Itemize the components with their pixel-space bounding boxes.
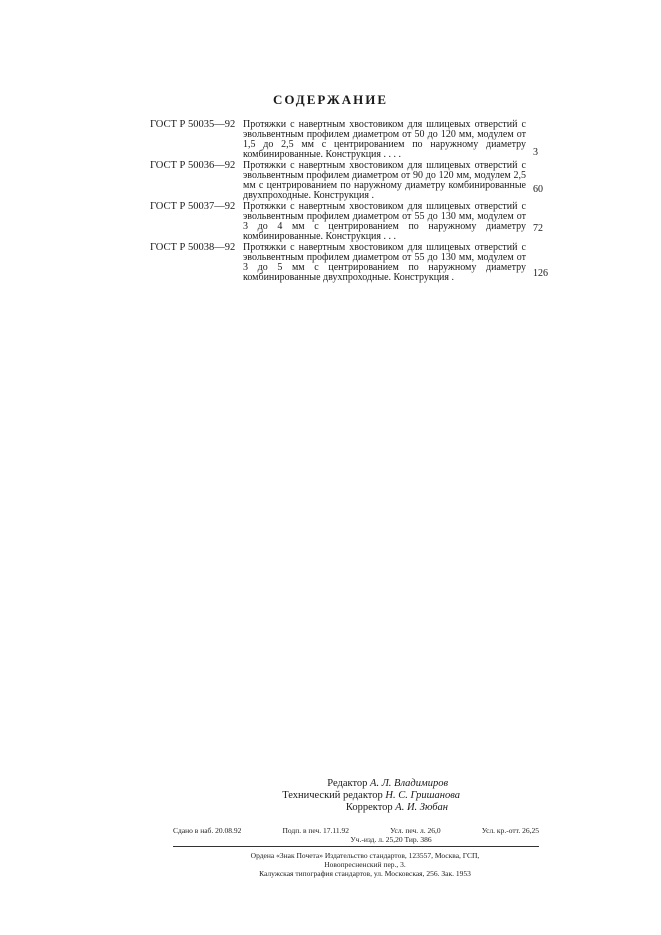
standard-title: Протяжки с навертным хвостовиком для шлицевых отверстий с эвольвентным профилем диаметром от 55 до 130 мм, модулем от 3 до 4 мм с центрированием по наружному диаметру комбинированные. Конструкция . . .: [243, 201, 526, 242]
imprint: [173, 826, 539, 844]
page-number: 126: [533, 268, 548, 279]
page-number: 3: [533, 147, 538, 158]
tech-editor-role: Технический редактор: [282, 790, 383, 801]
standard-title: Протяжки с навертным хвостовиком для шлицевых отверстий с эвольвентным профилем диаметром от 50 до 120 мм, модулем от 1,5 до 2,5 мм с центрированием по наружному диаметру комбинированные. Конструкция . . . .: [243, 119, 526, 160]
sent-to-print: Сдано в наб. 20.08.92: [173, 826, 242, 835]
signed-to-print: Подп. в печ. 17.11.92: [282, 826, 350, 835]
publisher-line: Ордена «Знак Почета» Издательство стандартов, 123557, Москва, ГСП,: [250, 851, 480, 860]
tech-editor-line: [240, 790, 460, 802]
standard-code: ГОСТ Р 50036—92: [150, 160, 236, 171]
divider: [173, 846, 539, 847]
editor-name: А. Л. Владимиров: [370, 778, 448, 789]
corrector-line: [240, 802, 448, 814]
toc-entry: [150, 202, 545, 242]
toc-entry: [150, 242, 548, 283]
page-number: 60: [533, 184, 543, 195]
standard-code: ГОСТ Р 50035—92: [150, 119, 236, 130]
credits: [240, 778, 460, 814]
toc-entry: [150, 161, 545, 201]
corrector-role: Корректор: [345, 802, 393, 813]
publisher-info: [205, 851, 525, 878]
standard-code: ГОСТ Р 50038—92: [150, 242, 236, 253]
imprint-line: [173, 826, 539, 835]
standard-code: ГОСТ Р 50037—92: [150, 201, 236, 212]
contents-heading: СОДЕРЖАНИЕ: [272, 92, 389, 107]
editor-role: Редактор: [327, 778, 368, 789]
standard-title: Протяжки с навертным хвостовиком для шлицевых отверстий с эвольвентным профилем диаметром от 90 до 120 мм, модулем 2,5 мм с центрированием по наружному диаметру комбинированные двухпроходные. Конструкция .: [243, 160, 526, 201]
color-prints: Усл. кр.-отт. 26,25: [481, 826, 539, 835]
printer-line: Калужская типография стандартов, ул. Московская, 256. Зак. 1953: [259, 869, 471, 878]
tech-editor-name: Н. С. Гришанова: [385, 790, 460, 801]
corrector-name: А. И. Зюбан: [395, 802, 448, 813]
publishing-sheets: Уч.-изд. л. 25,20 Тир. 386: [350, 835, 432, 844]
standard-title: Протяжки с навертным хвостовиком для шлицевых отверстий с эвольвентным профилем диаметром от 55 до 130 мм, модулем от 3 до 5 мм с центрированием по наружному диаметру комбинированные двухпроходные. Конструкция .: [243, 242, 526, 283]
publisher-address: Новопресненский пер., 3.: [324, 860, 406, 869]
page-number: 72: [533, 223, 543, 234]
print-sheets: Усл. печ. л. 26,0: [390, 826, 441, 835]
table-of-contents: [150, 119, 548, 284]
toc-entry: [150, 120, 545, 160]
editor-line: [240, 778, 448, 790]
